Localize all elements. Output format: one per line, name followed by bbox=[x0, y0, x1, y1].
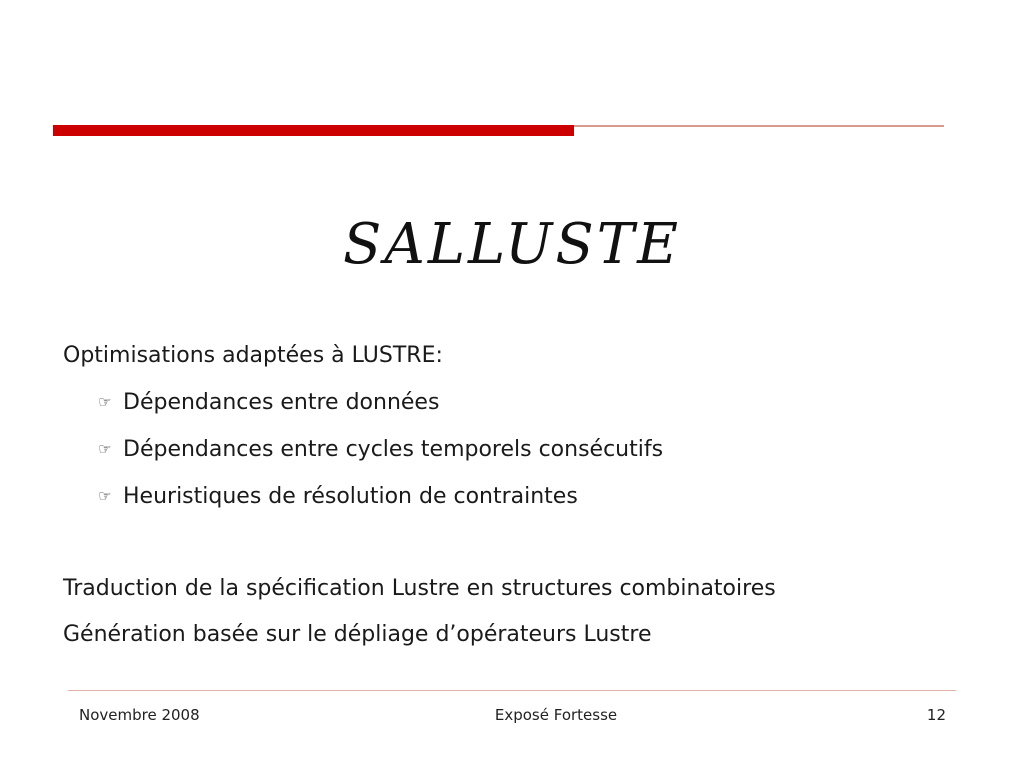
footer-date: Novembre 2008 bbox=[79, 706, 200, 724]
pointing-hand-icon: ☞ bbox=[98, 393, 112, 411]
spacer bbox=[63, 520, 983, 566]
bullet-item bbox=[63, 426, 983, 473]
pointing-hand-icon: ☞ bbox=[98, 440, 112, 458]
slide-title: SALLUSTE bbox=[343, 212, 681, 277]
footer-divider bbox=[68, 690, 956, 691]
bullet-text: Heuristiques de résolution de contraintes bbox=[123, 484, 578, 509]
line-traduction: Traduction de la spécification Lustre en structures combinatoires bbox=[63, 576, 776, 601]
title-accent-bar-thin bbox=[574, 125, 944, 127]
footer-page-number: 12 bbox=[926, 706, 946, 724]
pointing-hand-icon: ☞ bbox=[98, 487, 112, 505]
bullet-text: Dépendances entre cycles temporels consécutifs bbox=[123, 437, 664, 462]
bullet-text: Dépendances entre données bbox=[123, 390, 440, 415]
line-generation: Génération basée sur le dépliage d’opérateurs Lustre bbox=[63, 622, 652, 647]
slide-body bbox=[63, 333, 983, 658]
bullet-item bbox=[63, 379, 983, 426]
title-accent-bar-thick bbox=[53, 125, 574, 136]
footer-title: Exposé Fortesse bbox=[494, 706, 618, 724]
bullet-item bbox=[63, 473, 983, 520]
heading-optimisations: Optimisations adaptées à LUSTRE: bbox=[63, 343, 443, 368]
